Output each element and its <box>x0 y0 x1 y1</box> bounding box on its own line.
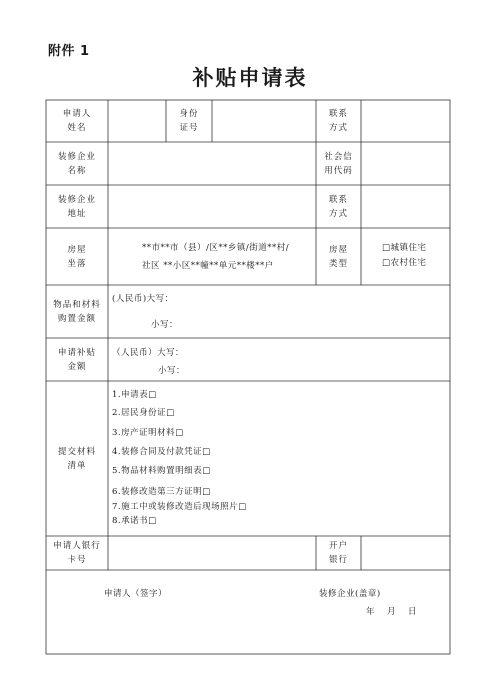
form-title: 补贴申请表 <box>192 65 308 90</box>
house-type-urban-checkbox[interactable]: □城镇住宅 <box>382 243 427 253</box>
house-location-label: 房屋 坐落 <box>67 244 87 269</box>
house-type-rural-checkbox[interactable]: □农村住宅 <box>382 258 427 268</box>
company-address-label: 装修企业 地址 <box>57 194 96 219</box>
house-location-line2: 社区 **小区**幢**单元**楼**户 <box>142 261 274 271</box>
applicant-name-field[interactable] <box>108 100 166 142</box>
company-seal-label: 装修企业(盖章) <box>319 589 381 599</box>
applicant-name-label: 申请人 姓名 <box>62 109 92 133</box>
list-item[interactable]: 6.装修改造第三方证明□ <box>112 487 211 497</box>
company-name-field[interactable] <box>108 142 316 185</box>
attachment-label: 附件 1 <box>48 44 90 59</box>
bank-field[interactable] <box>361 536 450 570</box>
company-address-field[interactable] <box>108 185 316 228</box>
house-type-label: 房屋 类型 <box>328 244 348 269</box>
applicant-signature-label: 申请人（签字） <box>104 589 168 599</box>
id-number-label: 身份 证号 <box>179 109 199 133</box>
list-item[interactable]: 5.物品材料购置明细表□ <box>112 466 211 476</box>
bank-label: 开户 银行 <box>328 541 348 565</box>
subsidy-amount-label: 申请补贴 金额 <box>57 347 96 372</box>
credit-code-field[interactable] <box>361 142 450 185</box>
house-location-line1: **市**市（县）/区**乡镇/街道**村/ <box>142 243 290 253</box>
list-item[interactable]: 1.申请表□ <box>112 390 157 400</box>
id-number-field[interactable] <box>212 100 316 142</box>
materials-lower-label: 小写： <box>151 320 179 330</box>
materials-list-label: 提交材料 清单 <box>57 446 96 471</box>
list-item[interactable]: 2.居民身份证□ <box>112 408 175 418</box>
contact-label: 联系 方式 <box>328 109 348 133</box>
materials-amount-label: 物品和材料 购置金额 <box>53 299 101 324</box>
list-item[interactable]: 7.施工中或装修改造后现场照片□ <box>112 502 247 512</box>
list-item[interactable]: 3.房产证明材料□ <box>112 428 184 438</box>
company-name-label: 装修企业 名称 <box>57 151 96 176</box>
list-item[interactable]: 8.承诺书□ <box>112 516 157 526</box>
bank-card-label: 申请人银行 卡号 <box>53 541 101 565</box>
company-contact-field[interactable] <box>361 185 450 228</box>
list-item[interactable]: 4.装修合同及付款凭证□ <box>112 447 211 457</box>
date-label: 年 月 日 <box>366 607 419 617</box>
subsidy-lower-label: 小写： <box>158 366 186 376</box>
materials-upper-label: (人民币)大写： <box>112 294 174 304</box>
contact-field[interactable] <box>361 100 450 142</box>
company-contact-label: 联系 方式 <box>328 194 348 219</box>
bank-card-field[interactable] <box>108 536 316 570</box>
credit-code-label: 社会信 用代码 <box>324 151 353 176</box>
subsidy-upper-label: （人民币）大写： <box>112 348 185 358</box>
